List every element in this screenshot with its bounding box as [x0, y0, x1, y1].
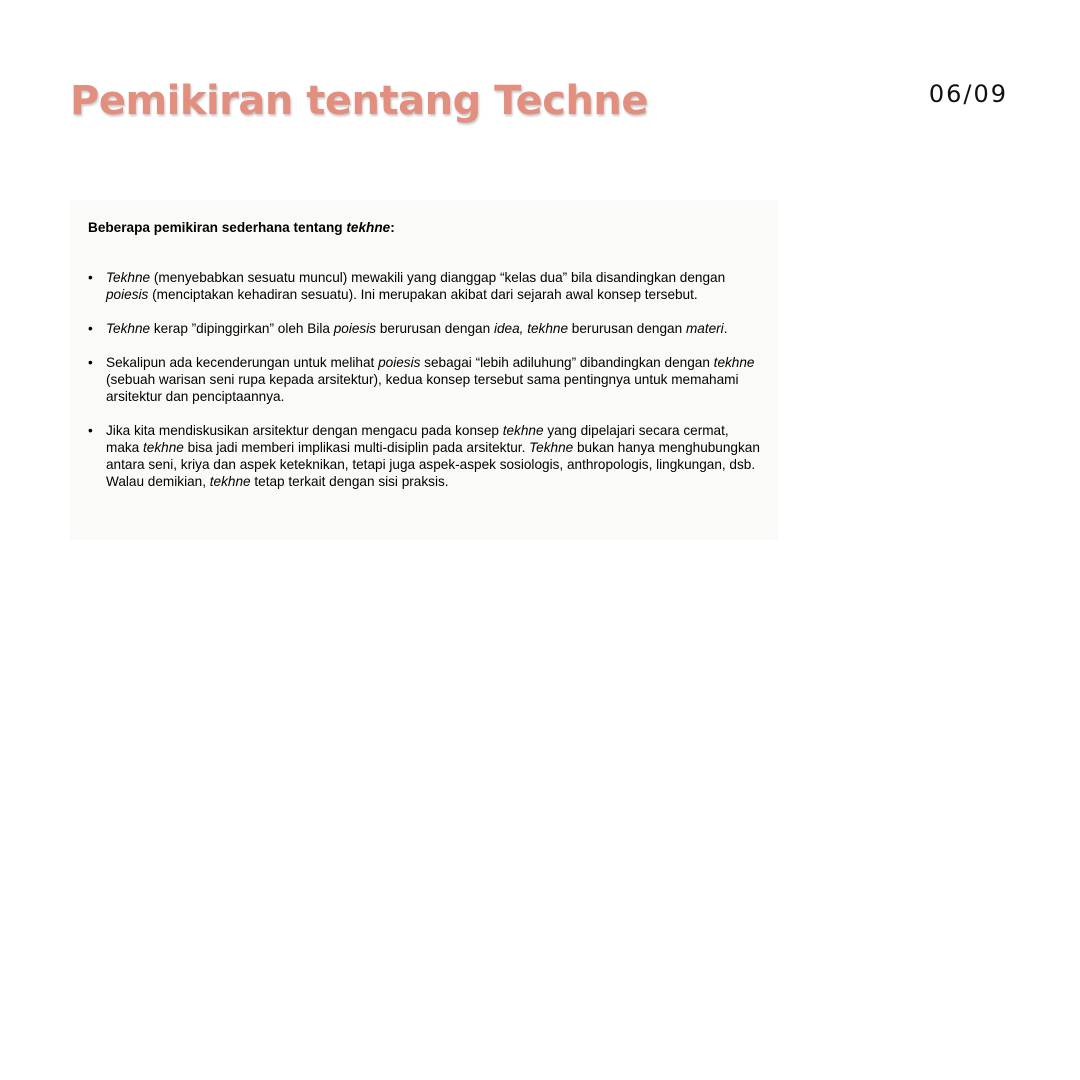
slide-title: Pemikiran tentang Techne: [70, 78, 649, 124]
bullet-text: bisa jadi memberi implikasi multi-disiplin pada arsitektur.: [183, 440, 530, 455]
bullet-term: tekhne: [209, 474, 251, 489]
bullet-text: berurusan dengan: [568, 321, 686, 336]
bullet-text: kerap ”dipinggirkan” oleh Bila: [150, 321, 334, 336]
bullet-term: poiesis: [333, 321, 377, 336]
bullet-text: yang dipelajari secara cermat, maka: [106, 423, 729, 455]
bullet-term: tekhne: [502, 423, 544, 438]
bullet-term: materi: [685, 321, 724, 336]
bullet-text: (menciptakan kehadiran sesuatu). Ini merupakan akibat dari sejarah awal konsep tersebut.: [148, 287, 698, 302]
bullet-term: idea, tekhne: [493, 321, 569, 336]
bullet-text: Sekalipun ada kecenderungan untuk melihat: [106, 355, 379, 370]
bullet-text: sebagai “lebih adiluhung” dibandingkan dengan: [420, 355, 714, 370]
bullet-item: [88, 354, 760, 405]
bullet-text: tetap terkait dengan sisi praksis.: [250, 474, 449, 489]
bullet-text: bukan hanya menghubungkan antara seni, kriya dan aspek keteknikan, tetapi juga aspek-aspek sosiologis, anthropologis, lingkungan, dsb. Walau demikian,: [106, 440, 760, 489]
bullet-text: (sebuah warisan seni rupa kepada arsitektur), kedua konsep tersebut sama pentingnya untuk memahami arsitektur dan penciptaannya.: [106, 372, 739, 404]
bullet-list: [88, 269, 760, 490]
bullet-term: Tekhne: [106, 270, 151, 285]
bullet-text: Jika kita mendiskusikan arsitektur dengan mengacu pada konsep: [106, 423, 503, 438]
bullet-term: Tekhne: [106, 321, 151, 336]
bullet-item: [88, 422, 760, 490]
bullet-term: tekhne: [143, 440, 184, 455]
document-heading-colon: :: [390, 220, 395, 235]
bullet-text: berurusan dengan: [376, 321, 494, 336]
document-heading-term: tekhne: [346, 220, 391, 235]
bullet-term: tekhne: [713, 355, 755, 370]
document-heading-text: Beberapa pemikiran sederhana tentang: [88, 220, 347, 235]
document-heading: [88, 219, 760, 236]
document-excerpt: [70, 200, 778, 540]
bullet-item: [88, 320, 760, 337]
bullet-item: [88, 269, 760, 303]
page-indicator: 06/09: [928, 80, 1008, 108]
bullet-term: poiesis: [378, 355, 421, 370]
bullet-term: Tekhne: [529, 440, 574, 455]
bullet-term: poiesis: [106, 287, 149, 302]
bullet-text: (menyebabkan sesuatu muncul) mewakili yang dianggap “kelas dua” bila disandingkan dengan: [150, 270, 726, 285]
bullet-text: .: [723, 321, 728, 336]
